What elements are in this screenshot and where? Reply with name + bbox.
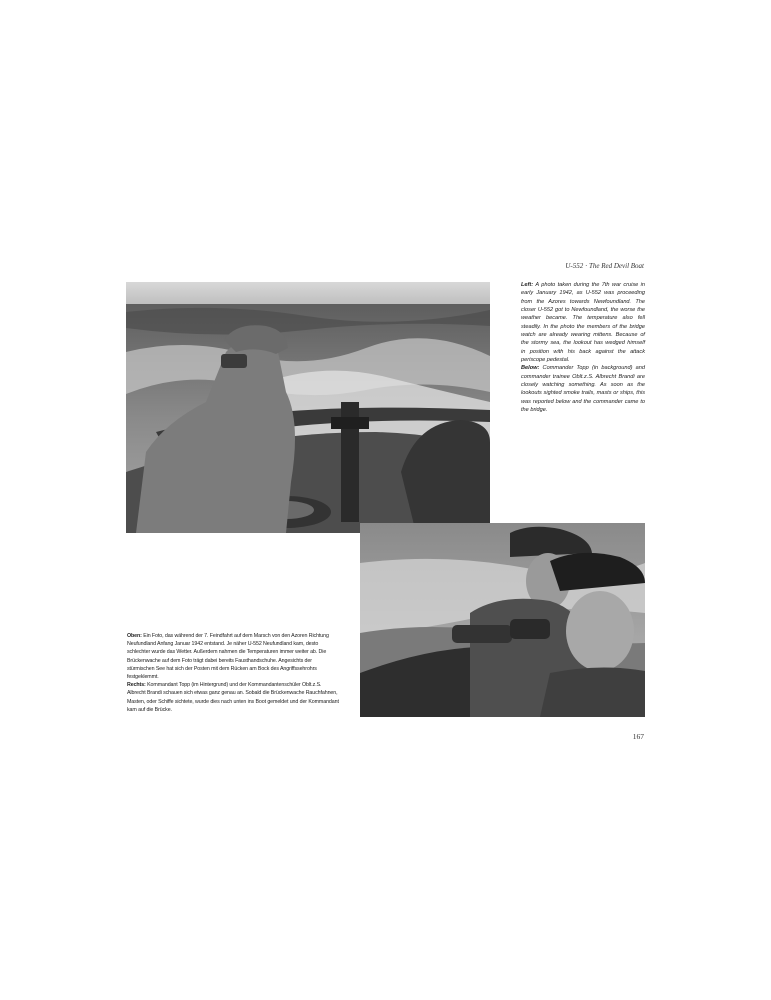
photo-bridge-watch xyxy=(126,282,490,533)
caption-left-label: Left: xyxy=(521,282,534,288)
caption-oben-label: Oben: xyxy=(127,633,142,639)
photo-commander-topp-brandi xyxy=(360,523,645,717)
caption-below-text: Commander Topp (in background) and commander trainee Oblt.z.S. Albrecht Brandi are closely watching something. As soon as the lookouts sighted smoke trails, masts or ships, this was reported below and the commander came to the bridge. xyxy=(521,365,645,414)
caption-german xyxy=(127,632,339,714)
header-boat: U-552 xyxy=(565,262,584,270)
caption-rechts-label: Rechts: xyxy=(127,682,146,689)
caption-oben-text: Ein Foto, das während der 7. Feindfahrt auf dem Marsch von den Azoren Richtung Neufundland Anfang Januar 1942 entstand. Je näher U-552 Neufundland kam, desto schlechter wurde das Wetter. Außerdem nahmen die Temperaturen immer weiter ab. Die Brückenwache auf dem Foto trägt dabei bereits Fausthandschuhe. Angesichts der stürmischen See hat sich der Posten mit dem Rücken am Bock des Angriffssehrohrs festgeklemmt. xyxy=(127,633,329,681)
caption-english xyxy=(521,281,645,415)
caption-below-label: Below: xyxy=(521,365,540,372)
header-title: The Red Devil Boat xyxy=(588,262,644,270)
bridge-watch-image xyxy=(126,282,490,533)
running-header xyxy=(520,262,644,270)
caption-left-text: A photo taken during the 7th war cruise in early January 1942, as U-552 was proceeding from the Azores towards Newfoundland. The closer U-552 got to Newfoundland, the worse the weather became. The temperature also fell steadily. In the photo the members of the bridge watch are already wearing mittens. Because of the stormy sea, the lookout has wedged himself in position with his back against the attack periscope pedestal. xyxy=(521,282,645,364)
page-number: 167 xyxy=(632,732,644,741)
header-separator: · xyxy=(585,262,587,270)
commander-topp-brandi-image xyxy=(360,523,645,717)
caption-rechts-text: Kommandant Topp (im Hintergrund) und der Kommandantenschüler Oblt.z.S. Albrecht Brandi schauen sich etwas ganz genau an. Sobald die Brückenwache Rauchfahnen, Masten, oder Schiffe sichtete, wurde dies nach unten ins Boot gemeldet und der Kommandant kam auf die Brücke. xyxy=(127,682,339,713)
